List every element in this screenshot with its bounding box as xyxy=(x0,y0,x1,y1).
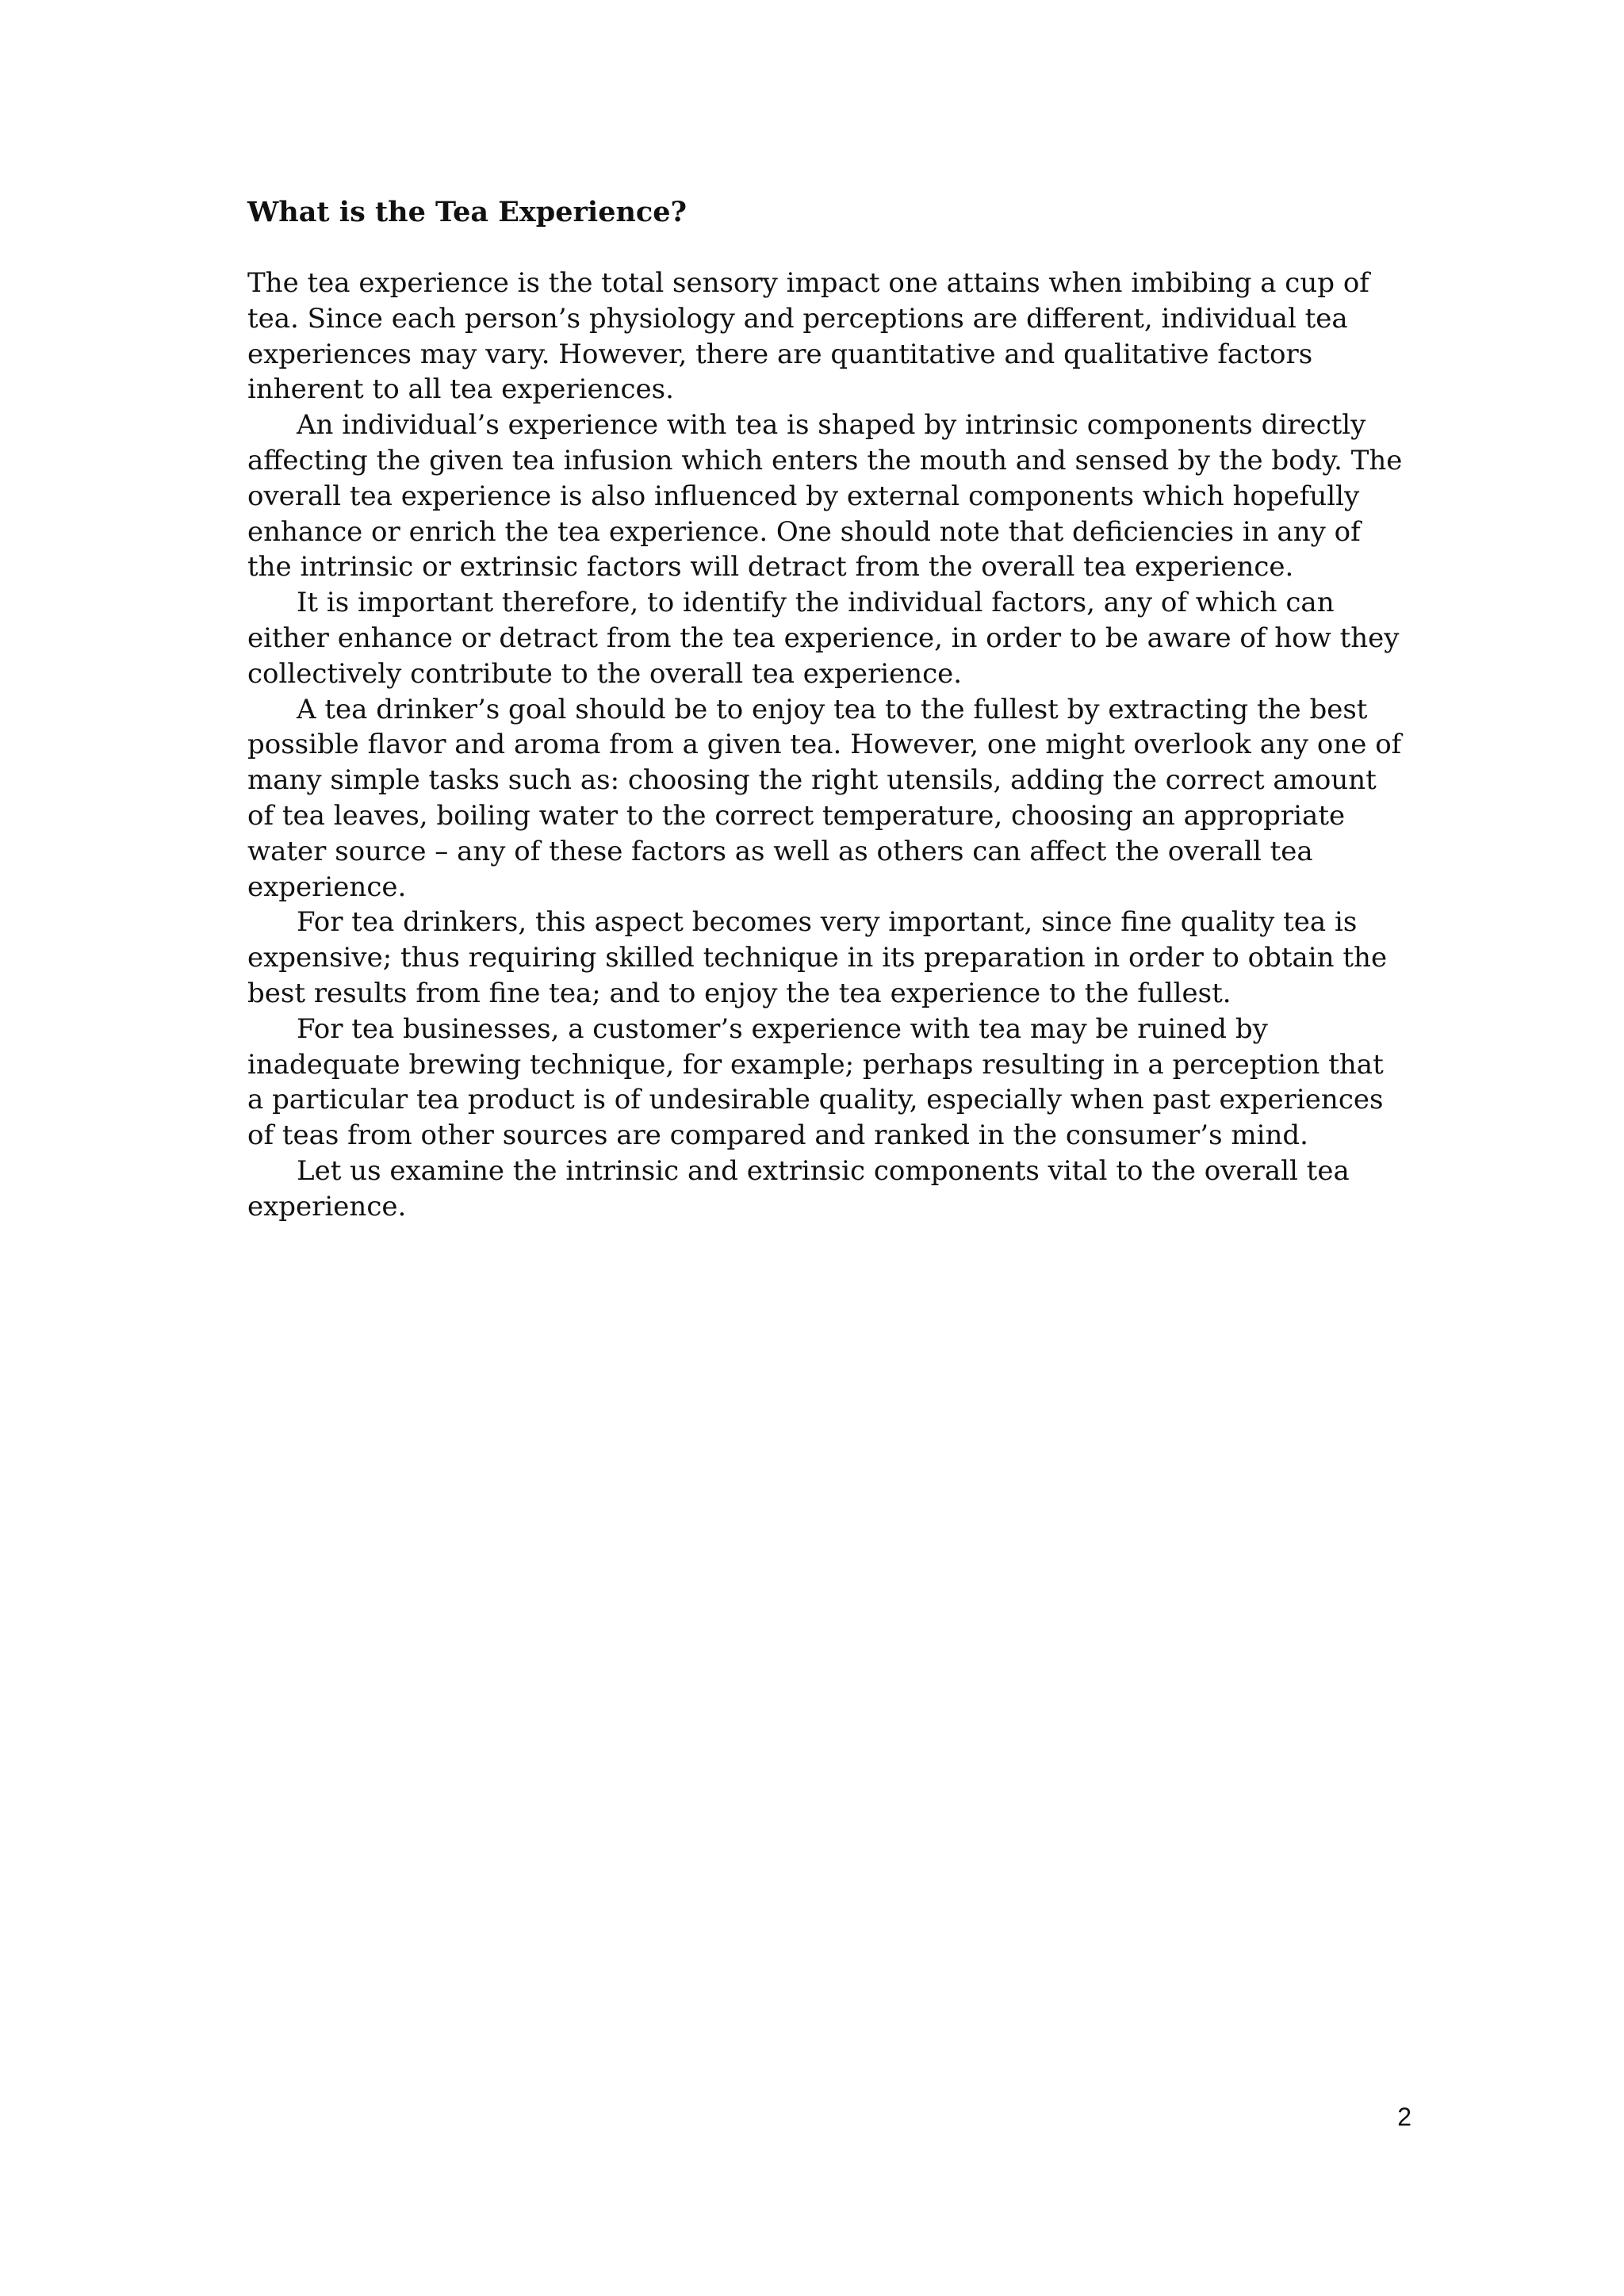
paragraph-identify-factors: It is important therefore, to identify the individual factors, any of which can either enhance or detract from the tea experience, in order to be aware of how they collectively contribute to the overall tea experience. xyxy=(247,587,1400,690)
page-number: 2 xyxy=(1397,2103,1411,2131)
paragraph-intrinsic-components: An individual’s experience with tea is shaped by intrinsic components directly affecting the given tea infusion which enters the mouth and sensed by the body. The overall tea experience is also influenced by external components which hopefully enhance or enrich the tea experience. One should note that deficiencies in any of the intrinsic or extrinsic factors will detract from the overall tea experience. xyxy=(247,409,1403,584)
page-content xyxy=(247,195,1405,1225)
paragraph-tea-businesses: For tea businesses, a customer’s experience with tea may be ruined by inadequate brewing technique, for example; perhaps resulting in a perception that a particular tea product is of undesirable quality, especially when past experiences of teas from other sources are compared and ranked in the consumer’s mind. xyxy=(247,1012,1384,1152)
paragraph-tea-drinker-goal: A tea drinker’s goal should be to enjoy tea to the fullest by extracting the best possible flavor and aroma from a given tea. However, one might overlook any one of many simple tasks such as: choosing the right utensils, adding the correct amount of tea leaves, boiling water to the correct temperature, choosing an appropriate water source – any of these factors as well as others can affect the overall tea experience. xyxy=(247,693,1402,903)
paragraph-examine-components: Let us examine the intrinsic and extrinsic components vital to the overall tea experience. xyxy=(247,1154,1350,1223)
paragraph-tea-drinkers: For tea drinkers, this aspect becomes very important, since fine quality tea is expensive; thus requiring skilled technique in its preparation in order to obtain the best results from fine tea; and to enjoy the tea experience to the fullest. xyxy=(247,906,1388,1009)
paragraph-intro: The tea experience is the total sensory impact one attains when imbibing a cup of tea. Since each person’s physiology and perceptions are different, individual tea experiences may vary. However, there are quantitative and qualitative factors inherent to all tea experiences. xyxy=(247,267,1369,406)
section-heading: What is the Tea Experience? xyxy=(247,196,688,228)
